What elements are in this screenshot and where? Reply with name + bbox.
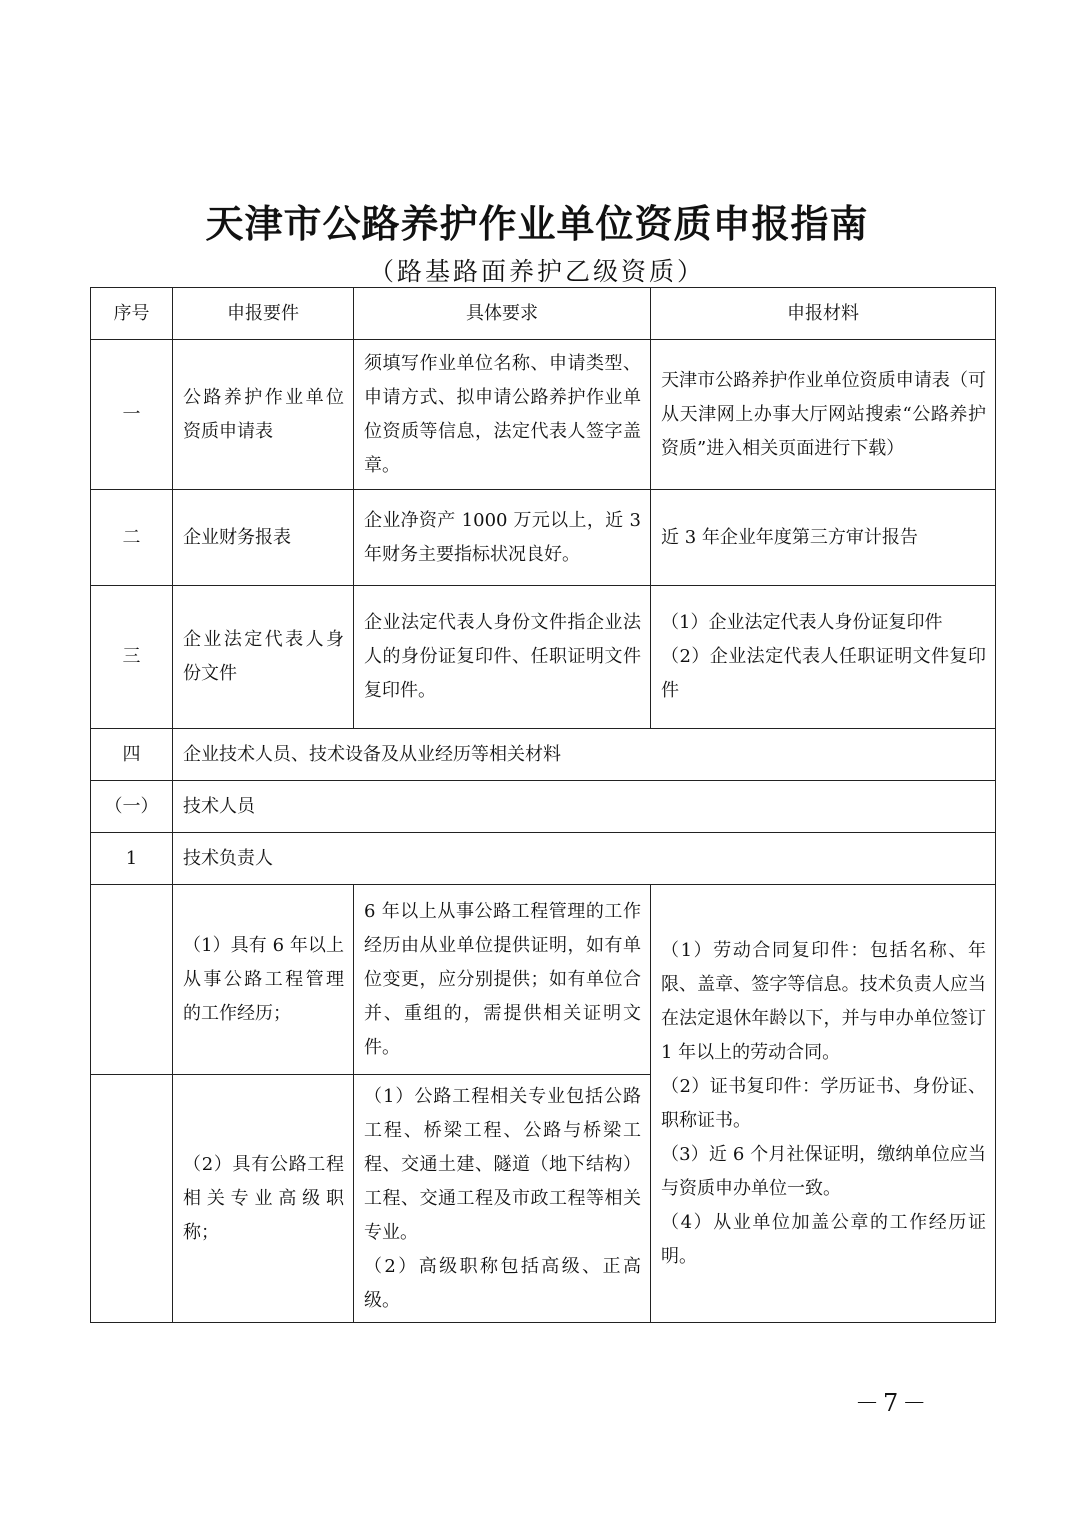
row-materials [651, 885, 996, 1323]
materials-line: （2）证书复印件：学历证书、身份证、职称证书。 [661, 1075, 986, 1131]
materials-line: （2）企业法定代表人任职证明文件复印件 [661, 646, 986, 701]
row-materials: 天津市公路养护作业单位资质申请表（可从天津网上办事大厅网站搜索“公路养护资质”进入相关页面进行下载） [651, 340, 996, 490]
section-no: 四 [91, 729, 173, 781]
table-row [91, 586, 996, 729]
row-item: （2）具有公路工程相关专业高级职称； [173, 1075, 354, 1323]
row-no: 三 [91, 586, 173, 729]
row-requirement: 企业法定代表人身份文件指企业法人的身份证复印件、任职证明文件复印件。 [354, 586, 651, 729]
row-materials [651, 586, 996, 729]
subsection-no: （一） [91, 781, 173, 833]
section-row [91, 729, 996, 781]
row-requirement: 企业净资产 1000 万元以上，近 3 年财务主要指标状况良好。 [354, 490, 651, 586]
materials-line: （1）企业法定代表人身份证复印件 [661, 612, 943, 633]
row-item: （1）具有 6 年以上从事公路工程管理的工作经历； [173, 885, 354, 1075]
table-row [91, 885, 996, 1075]
table-header-row [91, 288, 996, 340]
requirement-line: （1）公路工程相关专业包括公路工程、桥梁工程、公路与桥梁工程、交通土建、隧道（地下结构）工程、交通工程及市政工程等相关专业。 [364, 1085, 641, 1243]
row-no [91, 1075, 173, 1323]
subsection-text: 技术人员 [173, 781, 996, 833]
section-text: 企业技术人员、技术设备及从业经历等相关材料 [173, 729, 996, 781]
page-subtitle: （路基路面养护乙级资质） [368, 257, 705, 286]
header-materials: 申报材料 [651, 288, 996, 340]
header-item: 申报要件 [173, 288, 354, 340]
row-requirement: 须填写作业单位名称、申请类型、申请方式、拟申请公路养护作业单位资质等信息，法定代表人签字盖章。 [354, 340, 651, 490]
table-row [91, 490, 996, 586]
item-text: 技术负责人 [173, 833, 996, 885]
item-no: 1 [91, 833, 173, 885]
row-item: 企业法定代表人身份文件 [173, 586, 354, 729]
row-no: 一 [91, 340, 173, 490]
row-materials: 近 3 年企业年度第三方审计报告 [651, 490, 996, 586]
subsection-row [91, 781, 996, 833]
header-no: 序号 [91, 288, 173, 340]
header-requirement: 具体要求 [354, 288, 651, 340]
requirements-table [90, 287, 996, 1323]
table-row [91, 340, 996, 490]
row-no: 二 [91, 490, 173, 586]
materials-line: （3）近 6 个月社保证明，缴纳单位应当与资质申办单位一致。 [661, 1143, 986, 1199]
row-item: 企业财务报表 [173, 490, 354, 586]
item-row [91, 833, 996, 885]
materials-line: （4）从业单位加盖公章的工作经历证明。 [661, 1211, 986, 1267]
row-no [91, 885, 173, 1075]
row-requirement: 6 年以上从事公路工程管理的工作经历由从业单位提供证明，如有单位变更，应分别提供；如有单位合并、重组的，需提供相关证明文件。 [354, 885, 651, 1075]
page-title: 天津市公路养护作业单位资质申报指南 [205, 201, 869, 246]
page-number: －7－ [855, 1389, 931, 1417]
row-requirement [354, 1075, 651, 1323]
row-item: 公路养护作业单位资质申请表 [173, 340, 354, 490]
requirement-line: （2）高级职称包括高级、正高级。 [364, 1255, 641, 1311]
materials-line: （1）劳动合同复印件：包括名称、年限、盖章、签字等信息。技术负责人应当在法定退休年龄以下，并与申办单位签订 1 年以上的劳动合同。 [661, 939, 986, 1063]
